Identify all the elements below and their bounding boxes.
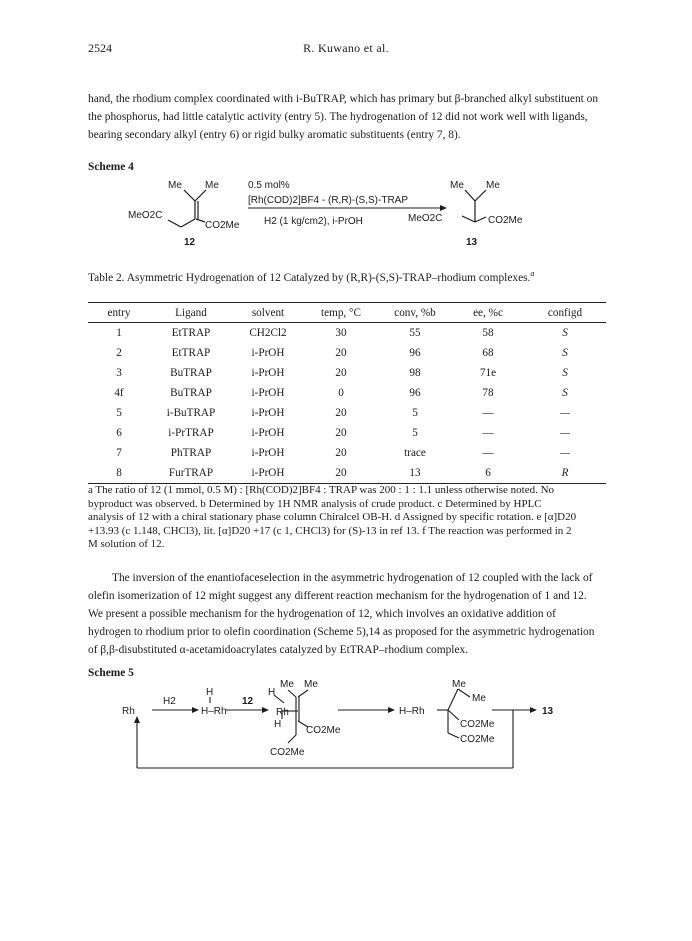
cell-temp: 20 bbox=[335, 407, 347, 419]
cell-config: S bbox=[562, 387, 568, 399]
cell-entry: 2 bbox=[116, 347, 122, 359]
alkyl-me-label: Me bbox=[452, 679, 466, 690]
compound-12-label: 12 bbox=[242, 696, 254, 707]
cell-ligand: i-BuTRAP bbox=[166, 407, 216, 419]
h-rh-label: H–Rh bbox=[201, 706, 227, 717]
table2-footnotes bbox=[88, 484, 626, 552]
table-row bbox=[88, 463, 606, 484]
cell-config: — bbox=[560, 447, 570, 459]
cell-entry: 8 bbox=[88, 463, 150, 484]
me-label-2: Me bbox=[205, 180, 219, 191]
cell-ligand: EtTRAP bbox=[171, 327, 211, 339]
running-head: R. Kuwano et al. bbox=[303, 41, 389, 55]
cell-ee: — bbox=[482, 407, 494, 419]
scheme4-title: Scheme 4 bbox=[88, 161, 134, 173]
table-row bbox=[88, 363, 606, 383]
cell-solvent: i-PrOH bbox=[251, 367, 285, 379]
cell-solvent: i-PrOH bbox=[232, 463, 304, 484]
me-label-3: Me bbox=[450, 180, 464, 191]
cell-solvent: i-PrOH bbox=[251, 347, 285, 359]
cell-conv: trace bbox=[404, 447, 426, 459]
cell-ee: 68 bbox=[482, 347, 494, 359]
compound-13-label: 13 bbox=[542, 706, 554, 717]
cell-entry: 5 bbox=[116, 407, 122, 419]
conditions-line-2: [Rh(COD)2]BF4 - (R,R)-(S,S)-TRAP bbox=[248, 195, 408, 206]
arrow-head bbox=[440, 205, 447, 211]
col-temp: temp, °C bbox=[304, 303, 378, 323]
page-number: 2524 bbox=[88, 41, 112, 55]
cell-ligand: PhTRAP bbox=[170, 447, 212, 459]
cell-solvent: i-PrOH bbox=[251, 407, 285, 419]
table-row bbox=[88, 443, 606, 463]
arrow-head bbox=[262, 707, 269, 713]
cell-entry: 4f bbox=[114, 387, 124, 399]
complex-h-label: H bbox=[268, 687, 276, 698]
cell-solvent: i-PrOH bbox=[251, 427, 285, 439]
cell-ee: — bbox=[482, 447, 494, 459]
cell-solvent: CH2Cl2 bbox=[249, 327, 287, 339]
text-line: olefin isomerization of 12 might suggest any different reaction mechanism for the hydrogenation of 1 and 12. bbox=[88, 590, 587, 602]
cell-ee: 71e bbox=[479, 367, 497, 379]
cell-conv: 98 bbox=[409, 367, 421, 379]
cell-entry: 3 bbox=[116, 367, 122, 379]
arrow-head bbox=[134, 716, 140, 723]
text-line: hand, the rhodium complex coordinated with i-BuTRAP, which has primary but β-branched alkyl substituent on bbox=[88, 93, 599, 105]
cell-temp: 30 bbox=[335, 327, 347, 339]
arrow-head bbox=[388, 707, 395, 713]
product-13-structure bbox=[462, 190, 486, 222]
cell-ligand: BuTRAP bbox=[170, 367, 212, 379]
cell-config: — bbox=[560, 407, 570, 419]
ester-left-label-2: MeO2C bbox=[408, 213, 443, 224]
compound-12-label: 12 bbox=[184, 237, 196, 248]
caption-footnote-mark: a bbox=[530, 269, 535, 278]
cell-solvent: i-PrOH bbox=[251, 387, 285, 399]
me-label-1: Me bbox=[168, 180, 182, 191]
footnote-line: byproduct was observed. b Determined by 1H NMR analysis of crude product. c Determined by HPLC bbox=[88, 497, 542, 510]
text-line: of β,β-disubstituted α-acetamidoacrylates catalyzed by EtTRAP–rhodium complex. bbox=[88, 644, 469, 656]
h-rh-alkyl-label: H–Rh bbox=[399, 706, 425, 717]
footnote-line: +13.93 (c 1.148, CHCl3), lit. [α]D20 +17 (c 1, CHCl3) for (S)-13 in ref 13. f The reaction was performed in 2 bbox=[88, 524, 572, 537]
cell-ee: — bbox=[482, 427, 494, 439]
compound-13-label: 13 bbox=[466, 237, 478, 248]
complex-me-label-2: Me bbox=[304, 679, 318, 690]
scheme5-title: Scheme 5 bbox=[88, 667, 134, 679]
cell-temp: 20 bbox=[335, 367, 347, 379]
cell-config: — bbox=[560, 427, 570, 439]
complex-h-label-2: H bbox=[274, 719, 282, 730]
rh-label: Rh bbox=[122, 706, 135, 717]
table2 bbox=[88, 302, 606, 484]
scheme4-diagram bbox=[0, 170, 692, 250]
cell-ee: 6 bbox=[452, 463, 524, 484]
complex-me-label: Me bbox=[280, 679, 294, 690]
text-line: The inversion of the enantiofaceselection in the asymmetric hydrogenation of 12 coupled with the lack of bbox=[112, 572, 593, 584]
cell-config: S bbox=[562, 327, 568, 339]
table2-caption bbox=[88, 269, 628, 284]
alkyl-ester-label-2: CO2Me bbox=[460, 734, 495, 745]
cell-conv: 55 bbox=[409, 327, 421, 339]
table2-caption-text: Table 2. Asymmetric Hydrogenation of 12 Catalyzed by (R,R)-(S,S)-TRAP–rhodium complexes. bbox=[88, 271, 531, 284]
substrate-12-structure bbox=[168, 190, 206, 227]
footnote-line: analysis of 12 with a chiral stationary phase column Chiralcel OB-H. d Assigned by specific rotation. e [α]D20 bbox=[88, 511, 577, 523]
text-line: the phosphorus, had little catalytic activity (entry 5). The hydrogenation of 12 did not work well with ligands, bbox=[88, 111, 588, 123]
cell-config: S bbox=[562, 367, 568, 379]
cell-ee: 78 bbox=[482, 387, 494, 399]
ester-right-label-2: CO2Me bbox=[488, 215, 523, 226]
arrow-head bbox=[192, 707, 199, 713]
cell-temp: 20 bbox=[304, 463, 378, 484]
cell-conv: 96 bbox=[409, 347, 421, 359]
cell-entry: 6 bbox=[116, 427, 122, 439]
col-ligand: Ligand bbox=[150, 303, 232, 323]
col-ee: ee, %c bbox=[452, 303, 524, 323]
footnote-line: M solution of 12. bbox=[88, 538, 165, 550]
cell-conv: 5 bbox=[412, 427, 418, 439]
cell-temp: 20 bbox=[335, 347, 347, 359]
col-solvent: solvent bbox=[232, 303, 304, 323]
arrow-head bbox=[530, 707, 537, 713]
table-row bbox=[88, 323, 606, 344]
table-row bbox=[88, 403, 606, 423]
complex-rh-label: Rh bbox=[276, 707, 289, 718]
cell-entry: 1 bbox=[116, 327, 122, 339]
table-row bbox=[88, 423, 606, 443]
cell-ligand: BuTRAP bbox=[170, 387, 212, 399]
ester-right-label: CO2Me bbox=[205, 220, 240, 231]
cell-ee: 58 bbox=[482, 327, 494, 339]
col-conv: conv, %b bbox=[378, 303, 452, 323]
conditions-line-1: 0.5 mol% bbox=[248, 180, 290, 191]
table-row bbox=[88, 383, 606, 403]
cell-conv: 13 bbox=[378, 463, 452, 484]
ester-left-label: MeO2C bbox=[128, 210, 163, 221]
text-line: bearing secondary alkyl (entry 6) or rigid bulky aromatic substituents (entry 7, 8). bbox=[88, 129, 461, 141]
cell-conv: 96 bbox=[409, 387, 421, 399]
complex-ester-label: CO2Me bbox=[306, 725, 341, 736]
me-label-4: Me bbox=[486, 180, 500, 191]
cell-ligand: FurTRAP bbox=[150, 463, 232, 484]
cell-ligand: i-PrTRAP bbox=[168, 427, 214, 439]
scheme5-diagram bbox=[0, 675, 692, 775]
alkyl-me-label-2: Me bbox=[472, 693, 486, 704]
table-row bbox=[88, 343, 606, 363]
cell-ligand: EtTRAP bbox=[171, 347, 211, 359]
cell-temp: 0 bbox=[338, 387, 344, 399]
body-paragraph bbox=[88, 569, 620, 659]
cell-entry: 7 bbox=[116, 447, 122, 459]
footnote-line: a The ratio of 12 (1 mmol, 0.5 M) : [Rh(COD)2]BF4 : TRAP was 200 : 1 : 1.1 unless otherwise noted. No bbox=[88, 484, 555, 496]
text-line: hydrogen to rhodium prior to olefin coordination (Scheme 5),14 as proposed for the asymmetric hydrogenation bbox=[88, 626, 595, 638]
cell-temp: 20 bbox=[335, 427, 347, 439]
h2-label: H2 bbox=[163, 696, 176, 707]
table-header-row bbox=[88, 303, 606, 323]
cell-config: R bbox=[524, 463, 606, 484]
intro-paragraph bbox=[88, 90, 620, 144]
complex-ester-label-2: CO2Me bbox=[270, 747, 305, 758]
alkyl-ester-label: CO2Me bbox=[460, 719, 495, 730]
cell-config: S bbox=[562, 347, 568, 359]
text-line: We present a possible mechanism for the hydrogenation of 12, which involves an oxidative addition of bbox=[88, 608, 556, 620]
cell-solvent: i-PrOH bbox=[251, 447, 285, 459]
col-entry: entry bbox=[88, 303, 150, 323]
h-label: H bbox=[206, 687, 214, 698]
col-config: configd bbox=[524, 303, 606, 323]
cell-temp: 20 bbox=[335, 447, 347, 459]
cell-conv: 5 bbox=[412, 407, 418, 419]
conditions-line-3: H2 (1 kg/cm2), i-PrOH bbox=[264, 216, 363, 227]
